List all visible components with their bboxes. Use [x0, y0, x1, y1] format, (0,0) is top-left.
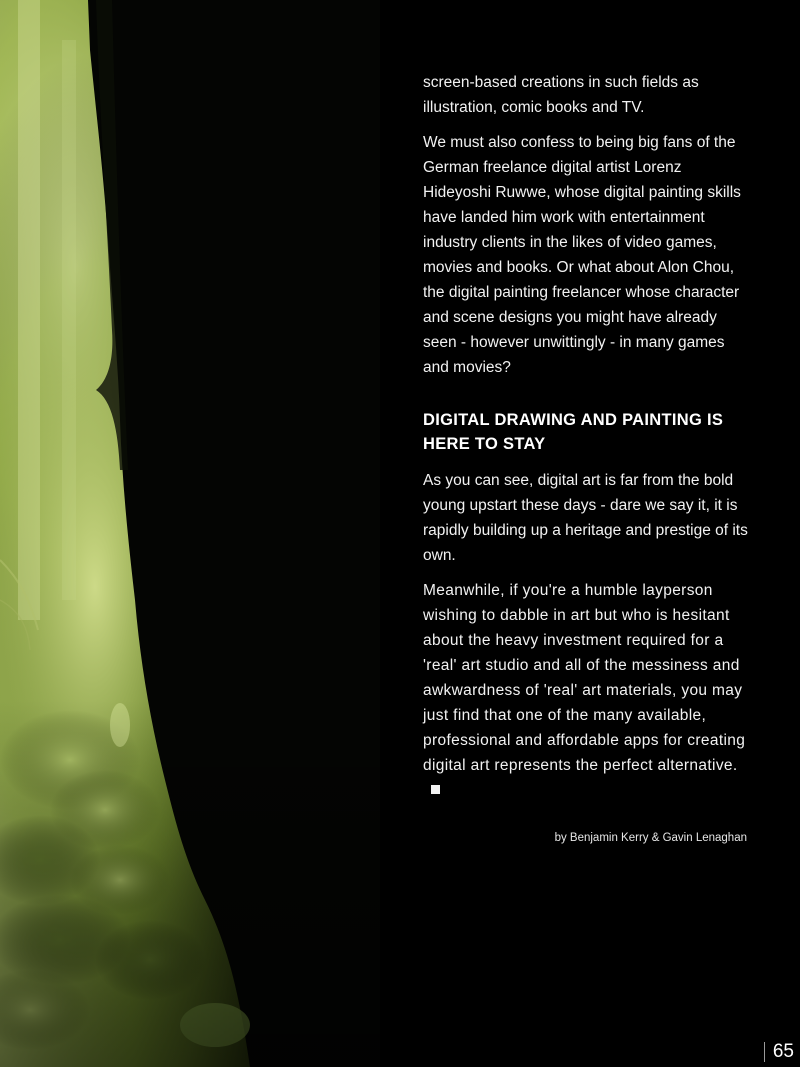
- section-heading: DIGITAL DRAWING AND PAINTING IS HERE TO STAY: [423, 411, 724, 453]
- page-number: 65: [772, 1041, 794, 1062]
- article-paragraph: As you can see, digital art is far from the bold young upstart these days - dare we say it, it is rapidly building up a heritage and prestige of its own.: [423, 472, 748, 564]
- article-paragraph: We must also confess to being big fans of the German freelance digital artist Lorenz Hideyoshi Ruwwe, whose digital painting skills have landed him work with entertainment industry clients in the likes of video games, movies and books. Or what about Alon Chou, the digital painting freelancer whose character and scene designs you might have already seen - however unwittingly - in many games and movies?: [423, 134, 741, 376]
- end-of-article-mark: [431, 785, 440, 794]
- forest-painting-icon: [0, 0, 380, 1067]
- forest-artwork-image: [0, 0, 380, 1067]
- article-paragraph-text: Meanwhile, if you're a humble layperson wishing to dabble in art but who is hesitant about the heavy investment required for a 'real' art studio and all of the messiness and awkwardness of 'real' art materials, you may just find that one of the many available, professional and affordable apps for creating digital art represents the perfect alternative.: [423, 582, 746, 774]
- article-paragraph-last: [423, 578, 753, 803]
- page-folio: [764, 1041, 794, 1063]
- folio-divider: [764, 1042, 765, 1062]
- article-paragraph: screen-based creations in such fields as illustration, comic books and TV.: [423, 74, 699, 116]
- byline: by Benjamin Kerry & Gavin Lenaghan: [554, 832, 747, 844]
- article-body: [423, 70, 753, 813]
